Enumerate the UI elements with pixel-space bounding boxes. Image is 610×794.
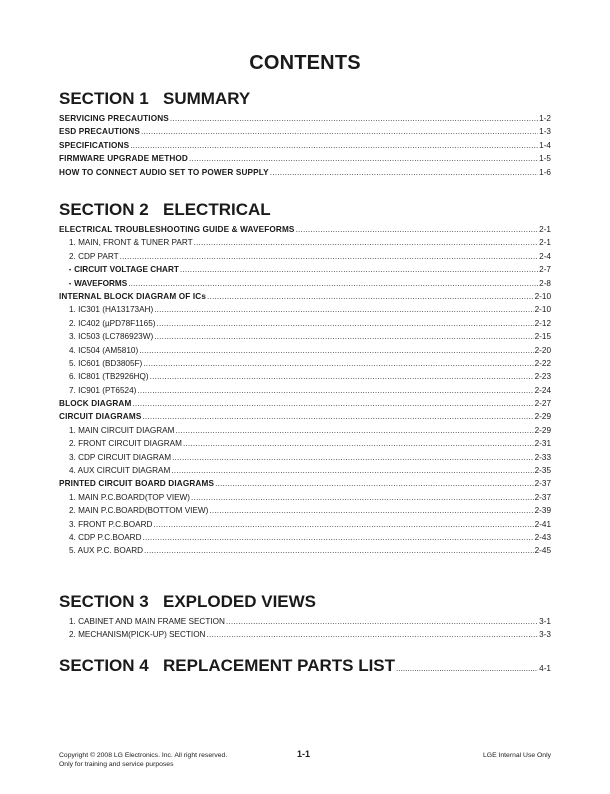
toc-entry[interactable] bbox=[59, 290, 551, 303]
toc-entry-page: 2-39 bbox=[534, 506, 551, 516]
toc-entry-page: 2-37 bbox=[534, 492, 551, 502]
toc-section-entry[interactable] bbox=[59, 656, 551, 676]
section-number: SECTION 3 bbox=[59, 592, 149, 611]
leader-dots bbox=[396, 664, 538, 673]
toc-subentry[interactable] bbox=[59, 518, 551, 531]
toc-subentry[interactable] bbox=[59, 370, 551, 383]
bullet-icon: • bbox=[69, 268, 72, 275]
section-title: SUMMARY bbox=[163, 89, 251, 108]
toc-subentry[interactable] bbox=[59, 628, 551, 641]
toc-subentry[interactable] bbox=[59, 544, 551, 557]
toc-entry-page: 1-3 bbox=[539, 127, 551, 137]
leader-dots bbox=[194, 236, 539, 249]
toc-entry-page: 2-1 bbox=[539, 225, 551, 234]
toc-entry-page: 2-24 bbox=[534, 385, 551, 395]
toc-entry-page: 2-37 bbox=[534, 479, 551, 489]
leader-dots bbox=[180, 263, 538, 276]
leader-dots bbox=[120, 250, 539, 263]
section-number: SECTION 2 bbox=[59, 200, 149, 219]
toc-bullet-entry[interactable] bbox=[59, 277, 551, 290]
toc-entry-page: 2-31 bbox=[534, 439, 551, 449]
toc-entry-title: 3. IC503 (LC786923W) bbox=[69, 332, 154, 342]
toc-entry[interactable] bbox=[59, 139, 551, 152]
toc-entry-page: 2-4 bbox=[539, 251, 551, 261]
leader-dots bbox=[132, 397, 533, 410]
toc-subentry[interactable] bbox=[59, 317, 551, 330]
toc-subentry[interactable] bbox=[59, 504, 551, 517]
leader-dots bbox=[215, 477, 534, 490]
toc-subentry[interactable] bbox=[59, 491, 551, 504]
toc-entry-page: 1-5 bbox=[539, 154, 551, 164]
leader-dots bbox=[150, 370, 534, 383]
toc-entry-page: 2-10 bbox=[534, 305, 551, 315]
toc-entry-title: 1. IC301 (HA13173AH) bbox=[69, 305, 154, 315]
toc-subentry[interactable] bbox=[59, 357, 551, 370]
toc-entry-page: 3-3 bbox=[539, 630, 551, 640]
leader-dots bbox=[128, 277, 538, 290]
toc-entry-page: 2-45 bbox=[534, 546, 551, 556]
toc-entry[interactable] bbox=[59, 125, 551, 138]
section-heading bbox=[59, 592, 551, 612]
leader-dots bbox=[137, 384, 533, 397]
toc-entry-title: 4. CDP P.C.BOARD bbox=[69, 532, 142, 542]
toc-entry[interactable] bbox=[59, 112, 551, 125]
leader-dots bbox=[175, 424, 533, 437]
toc-subentry[interactable] bbox=[59, 424, 551, 437]
section-title: ELECTRICAL bbox=[163, 200, 271, 219]
toc-entry-title: 5. IC601 (BD3805F) bbox=[69, 358, 143, 368]
toc-entry-page: 4-1 bbox=[539, 664, 551, 673]
toc-entry-title: 6. IC801 (TB2926HQ) bbox=[69, 372, 149, 382]
toc-entry-page: 2-1 bbox=[539, 238, 551, 248]
toc-subentry[interactable] bbox=[59, 344, 551, 357]
toc-entry-page: 2-27 bbox=[534, 399, 551, 409]
toc-entry-page: 2-12 bbox=[534, 318, 551, 328]
toc-entry-title: 2. FRONT CIRCUIT DIAGRAM bbox=[69, 439, 182, 449]
toc-entry-title: 2. CDP PART bbox=[69, 251, 119, 261]
section-exploded-views bbox=[59, 592, 551, 642]
toc-entry-page: 2-8 bbox=[539, 278, 551, 288]
leader-dots bbox=[156, 317, 533, 330]
toc-entry-title: 1. CABINET AND MAIN FRAME SECTION bbox=[69, 617, 225, 626]
toc-entry-page: 2-41 bbox=[534, 519, 551, 529]
leader-dots bbox=[139, 344, 533, 357]
toc-entry-title: BLOCK DIAGRAM bbox=[59, 399, 132, 409]
toc-entry-title: 4. IC504 (AM5810) bbox=[69, 345, 139, 355]
toc-entry-page: 1-4 bbox=[539, 140, 551, 150]
toc-subentry[interactable] bbox=[59, 531, 551, 544]
leader-dots bbox=[144, 544, 534, 557]
toc-entry-page: 2-35 bbox=[534, 466, 551, 476]
toc-entry[interactable] bbox=[59, 223, 551, 236]
section-number: SECTION 4 bbox=[59, 656, 149, 675]
section-heading bbox=[59, 89, 551, 109]
toc-entry-title: 7. IC901 (PT6524) bbox=[69, 385, 137, 395]
toc-subentry[interactable] bbox=[59, 236, 551, 249]
toc-entry[interactable] bbox=[59, 152, 551, 165]
section-electrical bbox=[59, 200, 551, 558]
toc-entry-title: 5. AUX P.C. BOARD bbox=[69, 546, 144, 556]
toc-entry-page: 2-15 bbox=[534, 332, 551, 342]
toc-entry-page: 2-20 bbox=[534, 345, 551, 355]
section-title: EXPLODED VIEWS bbox=[163, 592, 317, 611]
toc-entry-title: CIRCUIT DIAGRAMS bbox=[59, 412, 142, 422]
toc-entry[interactable] bbox=[59, 397, 551, 410]
toc-entry[interactable] bbox=[59, 477, 551, 490]
toc-entry[interactable] bbox=[59, 166, 551, 179]
bullet-icon: • bbox=[69, 281, 72, 288]
toc-entry-page: 2-22 bbox=[534, 358, 551, 368]
training-notice: Only for training and service purposes bbox=[59, 761, 174, 768]
toc-subentry[interactable] bbox=[59, 464, 551, 477]
leader-dots bbox=[143, 357, 533, 370]
section-heading bbox=[59, 656, 395, 676]
toc-entry-title: WAVEFORMS bbox=[74, 278, 128, 288]
toc-entry-title: SERVICING PRECAUTIONS bbox=[59, 114, 169, 123]
leader-dots bbox=[183, 437, 534, 450]
toc-subentry[interactable] bbox=[59, 250, 551, 263]
section-heading bbox=[59, 200, 551, 220]
internal-use-notice: LGE Internal Use Only bbox=[483, 752, 551, 759]
toc-entry-page: 2-10 bbox=[534, 291, 551, 301]
leader-dots bbox=[154, 303, 533, 316]
toc-entry-page: 2-29 bbox=[534, 425, 551, 435]
toc-entry-page: 1-2 bbox=[539, 114, 551, 123]
toc-entry-title: ELECTRICAL TROUBLESHOOTING GUIDE & WAVEFORMS bbox=[59, 225, 295, 234]
toc-entry-title: 2. MAIN P.C.BOARD(BOTTOM VIEW) bbox=[69, 506, 209, 516]
toc-entry-title: 1. MAIN CIRCUIT DIAGRAM bbox=[69, 425, 175, 435]
leader-dots bbox=[141, 125, 538, 138]
toc-entry-title: 2. IC402 (µPD78F1165) bbox=[69, 318, 156, 328]
section-number: SECTION 1 bbox=[59, 89, 149, 108]
copyright-text: Copyright © 2008 LG Electronics. Inc. All right reserved. bbox=[59, 752, 228, 759]
leader-dots bbox=[189, 152, 538, 165]
leader-dots bbox=[207, 290, 534, 303]
leader-dots bbox=[170, 112, 538, 125]
toc-subentry[interactable] bbox=[59, 437, 551, 450]
leader-dots bbox=[143, 531, 534, 544]
leader-dots bbox=[171, 464, 533, 477]
page-number: 1-1 bbox=[297, 749, 311, 759]
toc-entry-page: 2-43 bbox=[534, 532, 551, 542]
toc-entry-page: 2-33 bbox=[534, 452, 551, 462]
toc-entry[interactable] bbox=[59, 410, 551, 423]
toc-entry-title: 1. MAIN, FRONT & TUNER PART bbox=[69, 238, 193, 248]
toc-entry-title: PRINTED CIRCUIT BOARD DIAGRAMS bbox=[59, 479, 215, 489]
toc-subentry[interactable] bbox=[59, 451, 551, 464]
section-replacement-parts bbox=[59, 656, 551, 676]
leader-dots bbox=[206, 628, 538, 641]
leader-dots bbox=[270, 166, 538, 179]
toc-entry-title: 3. FRONT P.C.BOARD bbox=[69, 519, 153, 529]
toc-subentry[interactable] bbox=[59, 330, 551, 343]
leader-dots bbox=[296, 223, 539, 236]
leader-dots bbox=[154, 330, 533, 343]
toc-subentry[interactable] bbox=[59, 615, 551, 628]
toc-entry-page: 2-29 bbox=[534, 412, 551, 422]
toc-subentry[interactable] bbox=[59, 303, 551, 316]
footer-left bbox=[59, 751, 227, 769]
toc-entry-page: 2-7 bbox=[539, 265, 551, 275]
leader-dots bbox=[153, 518, 533, 531]
toc-entry-title: 4. AUX CIRCUIT DIAGRAM bbox=[69, 466, 171, 476]
leader-dots bbox=[142, 410, 533, 423]
toc-entry-title: 2. MECHANISM(PICK-UP) SECTION bbox=[69, 630, 206, 640]
toc-entry-title: SPECIFICATIONS bbox=[59, 140, 130, 150]
toc-entry-title: 3. CDP CIRCUIT DIAGRAM bbox=[69, 452, 172, 462]
toc-entry-title: HOW TO CONNECT AUDIO SET TO POWER SUPPLY bbox=[59, 167, 269, 177]
toc-entry-page: 2-23 bbox=[534, 372, 551, 382]
toc-entry-title: 1. MAIN P.C.BOARD(TOP VIEW) bbox=[69, 492, 191, 502]
leader-dots bbox=[172, 451, 534, 464]
toc-entry-page: 1-6 bbox=[539, 167, 551, 177]
toc-subentry[interactable] bbox=[59, 384, 551, 397]
toc-bullet-entry[interactable] bbox=[59, 263, 551, 276]
section-summary bbox=[59, 89, 551, 179]
leader-dots bbox=[191, 491, 534, 504]
page-title: CONTENTS bbox=[249, 52, 361, 74]
toc-entry-title: FIRMWARE UPGRADE METHOD bbox=[59, 154, 188, 164]
section-title: REPLACEMENT PARTS LIST bbox=[163, 656, 396, 675]
toc-entry-title: INTERNAL BLOCK DIAGRAM OF ICs bbox=[59, 291, 207, 301]
toc-entry-title: CIRCUIT VOLTAGE CHART bbox=[74, 265, 179, 275]
leader-dots bbox=[226, 615, 538, 628]
leader-dots bbox=[209, 504, 533, 517]
leader-dots bbox=[130, 139, 538, 152]
toc-entry-page: 3-1 bbox=[539, 617, 551, 626]
toc-entry-title: ESD PRECAUTIONS bbox=[59, 127, 140, 137]
